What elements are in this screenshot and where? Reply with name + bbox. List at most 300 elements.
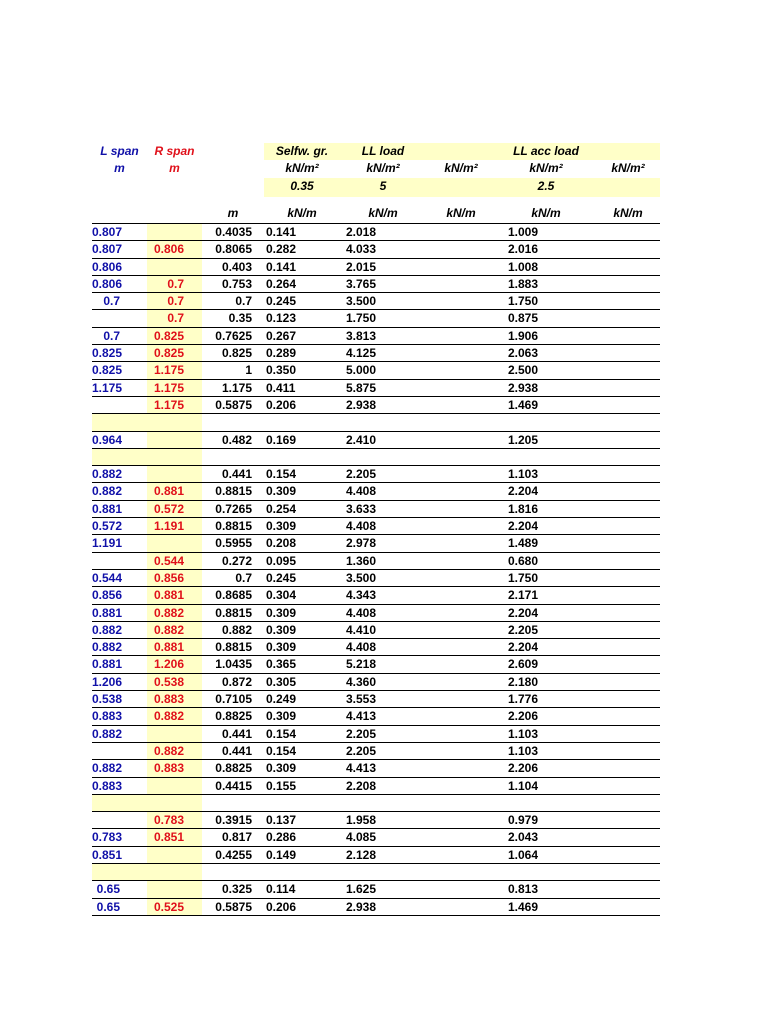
m-cell[interactable]: 0.4255 <box>215 847 252 862</box>
selfweight-cell[interactable]: 0.155 <box>266 778 297 793</box>
m-cell[interactable]: 0.8825 <box>215 709 252 724</box>
ll-acc-load-cell[interactable]: 2.171 <box>508 588 539 603</box>
table-row <box>92 899 660 916</box>
r-span-cell[interactable] <box>147 449 202 465</box>
m-cell[interactable]: 0.441 <box>221 726 252 741</box>
table-row <box>92 449 660 466</box>
m-cell[interactable]: 0.8815 <box>215 484 252 499</box>
table-row <box>92 310 660 327</box>
m-cell[interactable]: 0.272 <box>221 553 252 568</box>
selfweight-cell[interactable]: 0.095 <box>266 553 297 568</box>
l-span-cell[interactable]: 1.175 <box>92 380 123 395</box>
k-unit[interactable]: kN/m² <box>444 161 478 175</box>
selfweight-cell[interactable]: 0.309 <box>266 605 297 620</box>
m-cell[interactable]: 1 <box>245 363 252 378</box>
r-span-cell[interactable]: 0.883 <box>147 691 202 707</box>
table-row <box>92 829 660 846</box>
l-span-cell[interactable]: 0.882 <box>92 640 123 655</box>
selfweight-cell[interactable] <box>264 449 340 465</box>
ll-load-cell[interactable]: 3.500 <box>346 570 377 585</box>
l-span-cell[interactable] <box>92 310 147 326</box>
table-row <box>92 345 660 362</box>
l-span-cell[interactable]: 0.825 <box>92 346 123 361</box>
r-span-cell[interactable]: 0.538 <box>147 674 202 690</box>
ll-load-cell[interactable] <box>340 795 426 811</box>
r-span-cell[interactable]: 0.7 <box>147 293 202 309</box>
l-span-unit[interactable]: m <box>114 161 125 175</box>
ll-acc-load-line-unit[interactable]: kN/m <box>531 206 561 220</box>
l-span-cell[interactable]: 0.538 <box>92 692 123 707</box>
l-span-cell[interactable] <box>92 795 147 811</box>
l-span-cell[interactable]: 0.964 <box>92 432 123 447</box>
m-cell[interactable]: 0.4415 <box>215 778 252 793</box>
ll-acc-load-cell[interactable]: 1.104 <box>508 778 539 793</box>
header-filler-end <box>596 143 660 160</box>
header-value-filler <box>426 178 496 197</box>
l-span-cell[interactable] <box>92 397 147 413</box>
selfweight-cell[interactable]: 0.206 <box>266 397 297 412</box>
selfweight-cell[interactable]: 0.267 <box>266 328 297 343</box>
ll-load-cell[interactable] <box>340 864 426 880</box>
selfweight-cell[interactable]: 0.206 <box>266 899 297 914</box>
ll-acc-load-cell[interactable]: 1.469 <box>508 397 539 412</box>
m-cell[interactable]: 0.482 <box>221 432 252 447</box>
l-span-cell[interactable]: 0.544 <box>92 570 123 585</box>
ll-acc-load-cell[interactable]: 1.906 <box>508 328 539 343</box>
n-unit[interactable]: kN/m² <box>611 161 645 175</box>
ll-load-cell[interactable]: 4.033 <box>346 242 377 257</box>
r-span-cell[interactable] <box>147 414 202 430</box>
l-span-cell[interactable]: 0.783 <box>92 830 123 845</box>
l-span-cell[interactable]: 0.882 <box>92 726 123 741</box>
ll-load-cell[interactable]: 4.360 <box>346 674 377 689</box>
ll-acc-load-cell[interactable]: 1.103 <box>508 467 539 482</box>
r-span-cell[interactable]: 1.175 <box>147 397 202 413</box>
ll-load-cell[interactable]: 2.208 <box>346 778 377 793</box>
table-row <box>92 864 660 881</box>
ll-load-cell[interactable]: 2.205 <box>346 467 377 482</box>
r-span-cell[interactable]: 0.783 <box>147 812 202 828</box>
r-span-cell[interactable] <box>147 778 202 794</box>
ll-load-cell[interactable]: 4.413 <box>346 761 377 776</box>
selfweight-cell[interactable]: 0.350 <box>266 363 297 378</box>
ll-acc-load-cell[interactable] <box>496 449 596 465</box>
ll-load-cell[interactable]: 2.938 <box>346 397 377 412</box>
m-cell[interactable]: 0.882 <box>221 622 252 637</box>
l-span-cell[interactable]: 0.7 <box>103 294 120 309</box>
selfweight-cell[interactable]: 0.411 <box>266 380 296 395</box>
table-row <box>92 778 660 795</box>
ll-acc-load-cell[interactable]: 2.204 <box>508 519 539 534</box>
ll-acc-load-cell[interactable]: 2.204 <box>508 605 539 620</box>
l-span-header[interactable]: L span <box>100 144 139 158</box>
selfweight-cell[interactable]: 0.309 <box>266 484 297 499</box>
table-row <box>92 881 660 898</box>
ll-load-cell[interactable]: 3.553 <box>346 692 377 707</box>
m-cell[interactable]: 0.753 <box>221 276 252 291</box>
selfweight-line-unit[interactable]: kN/m <box>287 206 317 220</box>
m-cell[interactable]: 0.35 <box>228 311 252 326</box>
r-span-cell[interactable]: 0.882 <box>147 708 202 724</box>
l-span-cell[interactable]: 1.206 <box>92 674 123 689</box>
selfweight-header[interactable]: Selfw. gr. <box>264 143 340 160</box>
m-cell[interactable]: 1.175 <box>221 380 252 395</box>
m-cell[interactable] <box>202 795 264 811</box>
ll-acc-load-cell[interactable] <box>496 864 596 880</box>
r-span-cell[interactable]: 0.7 <box>147 310 202 326</box>
ll-acc-load-cell[interactable]: 1.009 <box>508 225 539 239</box>
ll-load-cell[interactable]: 4.408 <box>346 605 377 620</box>
m-cell[interactable]: 0.5875 <box>215 899 252 914</box>
r-span-cell[interactable]: 0.806 <box>147 241 202 257</box>
ll-load-line-unit[interactable]: kN/m <box>368 206 398 220</box>
table-row <box>92 726 660 743</box>
r-span-cell[interactable] <box>147 224 202 240</box>
r-span-cell[interactable]: 0.525 <box>147 899 202 915</box>
l-span-cell[interactable]: 0.856 <box>92 588 123 603</box>
ll-acc-load-header[interactable]: LL acc load <box>496 143 596 160</box>
r-span-header[interactable]: R span <box>154 144 195 158</box>
selfweight-cell[interactable]: 0.245 <box>266 294 297 309</box>
l-span-cell[interactable]: 0.881 <box>92 501 123 516</box>
l-span-cell[interactable]: 0.65 <box>96 882 120 897</box>
selfweight-cell[interactable]: 0.305 <box>266 674 297 689</box>
m-cell[interactable] <box>202 414 264 430</box>
m-cell[interactable]: 0.325 <box>221 882 252 897</box>
l-span-cell[interactable]: 0.883 <box>92 778 123 793</box>
ll-load-cell[interactable]: 3.633 <box>346 501 377 516</box>
r-span-cell[interactable] <box>147 795 202 811</box>
table-row <box>92 432 660 449</box>
r-span-cell[interactable] <box>147 726 202 742</box>
selfweight-cell[interactable]: 0.304 <box>266 588 297 603</box>
table-row <box>92 587 660 604</box>
selfweight-cell[interactable]: 0.309 <box>266 622 297 637</box>
m-cell[interactable]: 0.441 <box>221 743 252 758</box>
m-cell[interactable]: 1.0435 <box>215 657 252 672</box>
ll-acc-load-cell[interactable]: 1.776 <box>508 692 539 707</box>
ll-load-cell[interactable]: 4.408 <box>346 484 377 499</box>
table-row <box>92 259 660 276</box>
table-row <box>92 674 660 691</box>
table-row <box>92 622 660 639</box>
ll-load-unit[interactable]: kN/m² <box>366 161 400 175</box>
r-span-cell[interactable]: 0.851 <box>147 829 202 845</box>
ll-load-cell[interactable]: 1.360 <box>346 553 377 568</box>
m-unit[interactable]: m <box>227 206 239 220</box>
r-span-cell[interactable]: 1.206 <box>147 656 202 672</box>
m-cell[interactable]: 0.8065 <box>215 242 252 257</box>
selfweight-cell[interactable]: 0.154 <box>266 743 297 758</box>
table-row <box>92 501 660 518</box>
ll-load-cell[interactable]: 1.958 <box>346 813 377 828</box>
selfweight-cell[interactable]: 0.245 <box>266 570 297 585</box>
r-span-cell[interactable]: 0.825 <box>147 328 202 344</box>
ll-load-cell[interactable]: 2.205 <box>346 743 377 758</box>
r-span-cell[interactable]: 0.883 <box>147 760 202 776</box>
ll-acc-load-cell[interactable]: 2.204 <box>508 640 539 655</box>
ll-acc-load-cell[interactable]: 0.680 <box>508 553 539 568</box>
ll-acc-load-cell[interactable]: 1.103 <box>508 726 539 741</box>
m-cell[interactable] <box>202 449 264 465</box>
m-cell[interactable]: 0.5875 <box>215 397 252 412</box>
ll-acc-load-cell[interactable]: 2.938 <box>508 380 539 395</box>
l-span-cell[interactable]: 0.882 <box>92 761 123 776</box>
table-row <box>92 276 660 293</box>
ll-acc-load-cell[interactable]: 2.180 <box>508 674 539 689</box>
selfweight-cell[interactable]: 0.141 <box>266 225 297 239</box>
m-cell[interactable]: 0.7105 <box>215 692 252 707</box>
r-span-cell[interactable] <box>147 466 202 482</box>
ll-load-cell[interactable]: 2.015 <box>346 259 377 274</box>
ll-load-cell[interactable]: 2.978 <box>346 536 377 551</box>
selfweight-cell[interactable]: 0.264 <box>266 276 297 291</box>
table-row <box>92 362 660 379</box>
ll-load-cell[interactable]: 4.413 <box>346 709 377 724</box>
l-span-cell[interactable]: 0.806 <box>92 276 123 291</box>
r-span-unit[interactable]: m <box>169 161 180 175</box>
selfweight-value[interactable]: 0.35 <box>264 178 340 197</box>
ll-load-cell[interactable]: 2.128 <box>346 847 377 862</box>
selfweight-cell[interactable]: 0.141 <box>266 259 297 274</box>
selfweight-cell[interactable]: 0.154 <box>266 726 297 741</box>
table-row <box>92 743 660 760</box>
ll-load-cell[interactable]: 4.408 <box>346 640 377 655</box>
l-span-cell[interactable] <box>92 449 147 465</box>
selfweight-cell[interactable]: 0.365 <box>266 657 297 672</box>
r-span-cell[interactable]: 1.191 <box>147 518 202 534</box>
table-row <box>92 570 660 587</box>
ll-acc-load-cell[interactable]: 1.064 <box>508 847 539 862</box>
selfweight-cell[interactable]: 0.254 <box>266 501 297 516</box>
ll-acc-load-cell[interactable]: 0.813 <box>508 882 539 897</box>
l-span-cell[interactable] <box>92 743 147 759</box>
ll-load-cell[interactable] <box>340 449 426 465</box>
selfweight-cell[interactable]: 0.123 <box>266 311 297 326</box>
header-row-values <box>92 178 660 197</box>
ll-acc-load-value[interactable]: 2.5 <box>496 178 596 197</box>
selfweight-cell[interactable]: 0.208 <box>266 536 297 551</box>
m-cell[interactable] <box>202 864 264 880</box>
selfweight-cell[interactable]: 0.309 <box>266 761 297 776</box>
ll-load-cell[interactable]: 4.410 <box>346 622 377 637</box>
ll-load-header[interactable]: LL load <box>340 143 426 160</box>
ll-acc-load-cell[interactable]: 1.750 <box>508 570 539 585</box>
r-span-cell[interactable]: 1.175 <box>147 380 202 396</box>
ll-acc-load-cell[interactable]: 0.875 <box>508 311 539 326</box>
table-row <box>92 605 660 622</box>
ll-load-cell[interactable]: 2.938 <box>346 899 377 914</box>
ll-load-cell[interactable]: 1.750 <box>346 311 377 326</box>
selfweight-cell[interactable]: 0.282 <box>266 242 297 257</box>
table-row <box>92 380 660 397</box>
ll-load-cell[interactable]: 2.018 <box>346 225 377 239</box>
l-span-cell[interactable]: 0.807 <box>92 225 123 239</box>
selfweight-cell[interactable]: 0.309 <box>266 709 297 724</box>
l-span-cell[interactable]: 0.883 <box>92 709 123 724</box>
selfweight-cell[interactable]: 0.309 <box>266 519 297 534</box>
r-span-cell[interactable] <box>147 535 202 551</box>
table-row <box>92 656 660 673</box>
m-cell[interactable]: 0.8815 <box>215 640 252 655</box>
m-cell[interactable]: 0.3915 <box>215 813 252 828</box>
r-span-cell[interactable] <box>147 432 202 448</box>
table-row <box>92 812 660 829</box>
r-span-cell[interactable] <box>147 847 202 863</box>
selfweight-cell[interactable]: 0.154 <box>266 467 297 482</box>
selfweight-cell[interactable]: 0.114 <box>266 882 296 897</box>
ll-load-cell[interactable]: 5.000 <box>346 363 377 378</box>
ll-acc-load-cell[interactable]: 2.204 <box>508 484 539 499</box>
m-cell[interactable]: 0.441 <box>221 467 252 482</box>
ll-load-cell[interactable]: 5.218 <box>346 657 377 672</box>
l-span-cell[interactable] <box>92 414 147 430</box>
l-span-cell[interactable] <box>92 553 147 569</box>
l-span-cell[interactable]: 0.882 <box>92 467 123 482</box>
ll-acc-load-cell[interactable]: 1.816 <box>508 501 539 516</box>
r-span-cell[interactable] <box>147 881 202 897</box>
r-span-cell[interactable]: 0.856 <box>147 570 202 586</box>
n-line-unit[interactable]: kN/m <box>613 206 643 220</box>
ll-acc-load-cell[interactable]: 2.206 <box>508 761 539 776</box>
ll-acc-load-cell[interactable]: 2.206 <box>508 709 539 724</box>
ll-load-cell[interactable]: 4.125 <box>346 346 377 361</box>
ll-acc-load-cell[interactable]: 2.205 <box>508 622 539 637</box>
header-row-titles <box>92 143 660 160</box>
m-cell[interactable]: 0.4035 <box>215 225 252 239</box>
ll-load-cell[interactable]: 1.625 <box>346 882 377 897</box>
selfweight-cell[interactable]: 0.289 <box>266 346 297 361</box>
ll-load-value[interactable]: 5 <box>340 178 426 197</box>
ll-acc-load-cell[interactable]: 2.609 <box>508 657 539 672</box>
ll-acc-load-cell[interactable]: 1.750 <box>508 294 539 309</box>
ll-load-cell[interactable]: 3.500 <box>346 294 377 309</box>
selfweight-cell[interactable]: 0.249 <box>266 692 297 707</box>
r-span-cell[interactable]: 0.544 <box>147 553 202 569</box>
r-span-cell[interactable]: 0.7 <box>147 276 202 292</box>
table-row <box>92 224 660 241</box>
ll-acc-load-cell[interactable]: 1.205 <box>508 432 539 447</box>
selfweight-cell[interactable]: 0.149 <box>266 847 297 862</box>
l-span-cell[interactable]: 0.825 <box>92 363 123 378</box>
r-span-cell[interactable]: 0.882 <box>147 622 202 638</box>
selfweight-cell[interactable] <box>264 864 340 880</box>
m-cell[interactable]: 0.8825 <box>215 761 252 776</box>
m-cell[interactable]: 0.8685 <box>215 588 252 603</box>
ll-load-cell[interactable]: 5.875 <box>346 380 377 395</box>
table-row <box>92 553 660 570</box>
ll-load-cell[interactable]: 2.205 <box>346 726 377 741</box>
header-filler <box>426 143 496 160</box>
selfweight-cell[interactable]: 0.309 <box>266 640 297 655</box>
m-cell[interactable]: 0.7 <box>235 570 252 585</box>
ll-acc-load-cell[interactable]: 1.489 <box>508 536 539 551</box>
m-cell[interactable]: 0.7 <box>235 294 252 309</box>
ll-acc-load-cell[interactable]: 2.016 <box>508 242 539 257</box>
r-span-cell[interactable]: 0.882 <box>147 743 202 759</box>
r-span-cell[interactable]: 0.881 <box>147 639 202 655</box>
l-span-cell[interactable]: 0.882 <box>92 484 123 499</box>
r-span-cell[interactable]: 0.881 <box>147 587 202 603</box>
table-row <box>92 241 660 258</box>
ll-load-cell[interactable]: 2.410 <box>346 432 377 447</box>
l-span-cell[interactable] <box>92 864 147 880</box>
m-cell[interactable]: 0.5955 <box>215 536 252 551</box>
r-span-cell[interactable] <box>147 259 202 275</box>
l-span-cell[interactable]: 0.806 <box>92 259 123 274</box>
l-span-cell[interactable]: 0.572 <box>92 519 123 534</box>
l-span-cell[interactable]: 0.881 <box>92 605 123 620</box>
k-line-unit[interactable]: kN/m <box>446 206 476 220</box>
r-span-cell[interactable]: 0.881 <box>147 483 202 499</box>
ll-acc-load-cell[interactable]: 1.883 <box>508 276 539 291</box>
selfweight-cell[interactable] <box>264 795 340 811</box>
r-span-cell[interactable]: 1.175 <box>147 362 202 378</box>
selfweight-unit[interactable]: kN/m² <box>285 161 319 175</box>
l-span-cell[interactable]: 0.807 <box>92 242 123 257</box>
selfweight-cell[interactable]: 0.169 <box>266 432 297 447</box>
m-cell[interactable]: 0.403 <box>221 259 252 274</box>
ll-load-cell[interactable]: 3.765 <box>346 276 377 291</box>
ll-acc-load-cell[interactable] <box>496 414 596 430</box>
ll-acc-load-cell[interactable] <box>496 795 596 811</box>
table-row <box>92 691 660 708</box>
table-row <box>92 639 660 656</box>
m-cell[interactable]: 0.872 <box>221 674 252 689</box>
header-row-line-units <box>92 204 660 224</box>
m-cell[interactable]: 0.8815 <box>215 605 252 620</box>
selfweight-cell[interactable] <box>264 414 340 430</box>
ll-load-cell[interactable]: 4.085 <box>346 830 377 845</box>
m-cell[interactable]: 0.7625 <box>215 328 252 343</box>
ll-acc-load-cell[interactable]: 2.063 <box>508 346 539 361</box>
l-span-cell[interactable]: 0.65 <box>96 899 120 914</box>
l-span-cell[interactable]: 0.882 <box>92 622 123 637</box>
l-span-cell[interactable] <box>92 812 147 828</box>
ll-acc-load-cell[interactable]: 1.008 <box>508 259 539 274</box>
r-span-cell[interactable]: 0.825 <box>147 345 202 361</box>
r-span-cell[interactable]: 0.572 <box>147 501 202 517</box>
m-cell[interactable]: 0.8815 <box>215 519 252 534</box>
ll-acc-load-cell[interactable]: 2.043 <box>508 830 539 845</box>
table-row <box>92 293 660 310</box>
ll-acc-load-cell[interactable]: 1.103 <box>508 743 539 758</box>
selfweight-cell[interactable]: 0.286 <box>266 830 297 845</box>
selfweight-cell[interactable]: 0.137 <box>266 813 297 828</box>
l-span-cell[interactable]: 1.191 <box>92 536 123 551</box>
r-span-cell[interactable] <box>147 864 202 880</box>
m-cell[interactable]: 0.7265 <box>215 501 252 516</box>
table-row <box>92 518 660 535</box>
table-row <box>92 795 660 812</box>
ll-load-cell[interactable]: 3.813 <box>346 328 377 343</box>
l-span-cell[interactable]: 0.881 <box>92 657 123 672</box>
ll-load-cell[interactable]: 4.343 <box>346 588 377 603</box>
ll-load-cell[interactable] <box>340 414 426 430</box>
ll-acc-load-cell[interactable]: 1.469 <box>508 899 539 914</box>
m-cell[interactable]: 0.825 <box>221 346 252 361</box>
l-span-cell[interactable]: 0.7 <box>103 328 120 343</box>
l-span-cell[interactable]: 0.851 <box>92 847 123 862</box>
ll-acc-load-unit[interactable]: kN/m² <box>529 161 563 175</box>
m-cell[interactable]: 0.817 <box>221 830 252 845</box>
ll-load-cell[interactable]: 4.408 <box>346 519 377 534</box>
ll-acc-load-cell[interactable]: 0.979 <box>508 813 539 828</box>
table-row <box>92 535 660 552</box>
r-span-cell[interactable]: 0.882 <box>147 605 202 621</box>
table-row <box>92 466 660 483</box>
ll-acc-load-cell[interactable]: 2.500 <box>508 363 539 378</box>
